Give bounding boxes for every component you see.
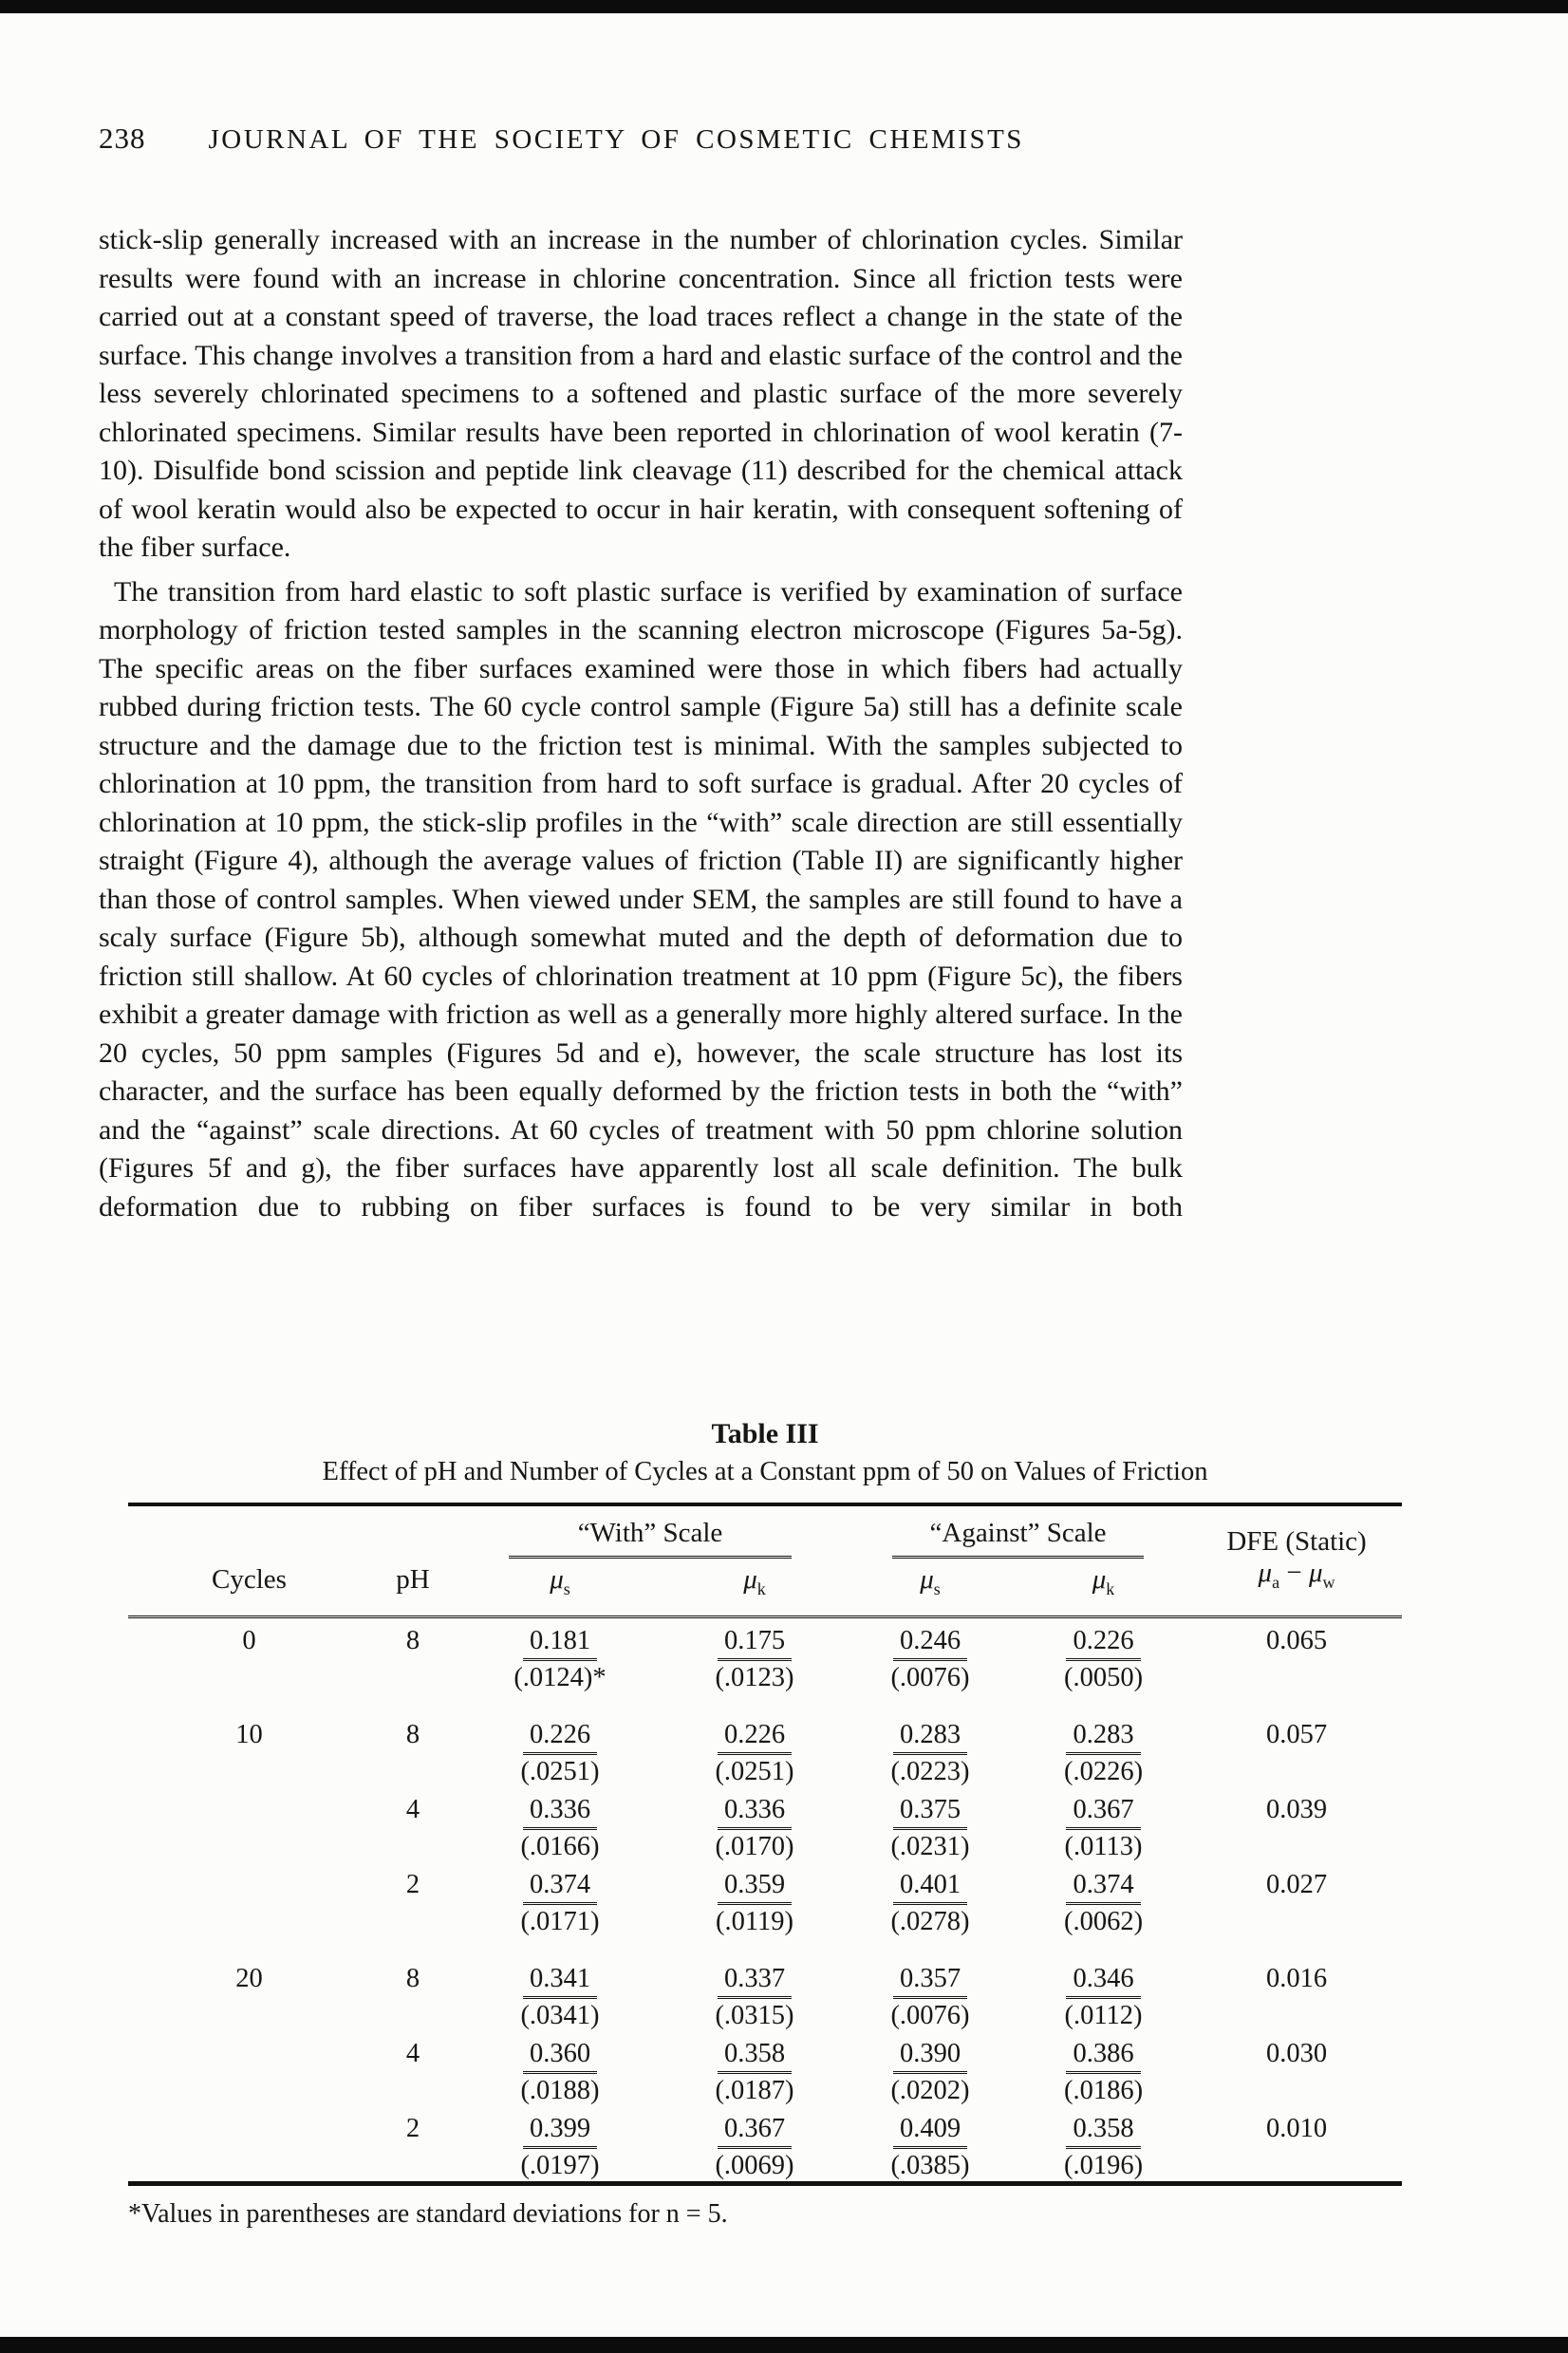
with-scale-label: “With” Scale xyxy=(577,1518,723,1548)
cell-mu-k-against: 0.367 (.0113) xyxy=(1064,1794,1143,1861)
cell-mu-k-with: 0.337 (.0315) xyxy=(715,1963,794,2030)
table-body xyxy=(128,1616,1402,2183)
cell-dfe: 0.065 xyxy=(1265,1625,1328,1655)
col-header-cycles: Cycles xyxy=(128,1559,370,1616)
table-row xyxy=(128,1616,1402,1693)
cell-mu-k-against: 0.226 (.0050) xyxy=(1063,1625,1144,1692)
cell-dfe: 0.016 xyxy=(1265,1963,1328,1993)
cell-mu-k-against: 0.358 (.0196) xyxy=(1063,2113,1144,2180)
cell-cycles xyxy=(128,2031,370,2106)
dfe-column-header xyxy=(1191,1504,1402,1616)
cell-mu-k-against: 0.283 (.0226) xyxy=(1063,1719,1144,1786)
cell-cycles: 0 xyxy=(242,1625,256,1655)
cell-ph: 4 xyxy=(405,2038,420,2068)
with-scale-group-header xyxy=(456,1504,845,1559)
cell-mu-k-with: 0.226 (.0251) xyxy=(715,1719,794,1786)
cell-mu-s-against: 0.375 (.0231) xyxy=(890,1794,970,1861)
table-row xyxy=(128,1693,1402,1787)
cell-dfe: 0.027 xyxy=(1265,1869,1328,1899)
cell-mu-s-with: 0.181 (.0124)* xyxy=(513,1625,607,1692)
cell-mu-k-with: 0.367 (.0069) xyxy=(715,2113,794,2180)
dfe-formula: $\mu_a - \mu_w$ xyxy=(1258,1557,1335,1592)
cell-mu-k-with: 0.336 (.0170) xyxy=(715,1794,794,1861)
cell-mu-s-against: 0.409 (.0385) xyxy=(890,2113,970,2180)
cell-mu-k-with: 0.175 (.0123) xyxy=(715,1625,794,1692)
cell-dfe: 0.030 xyxy=(1265,2038,1328,2068)
table-group-header-row xyxy=(128,1504,1402,1559)
col-header-ph: pH xyxy=(370,1559,456,1616)
cell-mu-k-with: 0.358 (.0187) xyxy=(715,2038,794,2105)
col-header-mu-k-against: $\mu_k$ xyxy=(1016,1559,1191,1616)
cell-ph: 8 xyxy=(405,1625,420,1655)
table-row xyxy=(128,2106,1402,2184)
cell-mu-k-with: 0.359 (.0119) xyxy=(715,1869,794,1936)
running-head xyxy=(99,121,1183,156)
page-number: 238 xyxy=(99,121,146,155)
cell-mu-s-against: 0.246 (.0076) xyxy=(890,1625,970,1692)
scan-artifact-top-bar xyxy=(0,0,1568,13)
paragraph-2: The transition from hard elastic to soft plastic surface is verified by examination of surface morphology of friction tested samples in the scanning electron microscope (Figures 5a-5g). The specific areas on the fiber surfaces examined were those in which fibers had actually rubbed during friction tests. The 60 cycle control sample (Figure 5a) still has a definite scale structure and the damage due to the friction test is minimal. With the samples subjected to chlorination at 10 ppm, the transition from hard to soft surface is gradual. After 20 cycles of chlorination at 10 ppm, the stick-slip profiles in the “with” scale direction are still essentially straight (Figure 4), although the average values of friction (Table II) are significantly higher than those of control samples. When viewed under SEM, the samples are still found to have a scaly surface (Figure 5b), although somewhat muted and the depth of deformation due to friction still shallow. At 60 cycles of chlorination treatment at 10 ppm (Figure 5c), the fibers exhibit a greater damage with friction as well as a generally more highly altered surface. In the 20 cycles, 50 ppm samples (Figures 5d and e), however, the scale structure has lost its character, and the surface has been equally deformed by the friction tests in both the “with” and the “against” scale directions. At 60 cycles of treatment with 50 ppm chlorine solution (Figures 5f and g), the fiber surfaces have apparently lost all scale definition. The bulk deformation due to rubbing on fiber surfaces is found to be very similar in both xyxy=(99,575,1183,1223)
cell-cycles: 20 xyxy=(235,1963,263,1993)
cell-ph: 2 xyxy=(405,1869,420,1899)
cell-dfe: 0.057 xyxy=(1265,1719,1328,1749)
cell-mu-s-with: 0.374 (.0171) xyxy=(520,1869,600,1936)
cell-ph: 8 xyxy=(405,1719,420,1749)
friction-table xyxy=(128,1503,1402,2186)
paragraph-1: stick-slip generally increased with an increase in the number of chlorination cycles. Similar results were found with an increase in chlorine concentration. Since all friction tests were carried out at a constant speed of traverse, the load traces reflect a change in the state of the surface. This change involves a transition from a hard and elastic surface of the control and the less severely chlorinated specimens to a softened and plastic surface of the more severely chlorinated specimens. Similar results have been reported in chlorination of wool keratin (7-10). Disulfide bond scission and peptide link cleavage (11) described for the chemical attack of wool keratin would also be expected to occur in hair keratin, with consequent softening of the fiber surface. xyxy=(99,224,1183,563)
cell-ph: 2 xyxy=(405,2113,420,2143)
dfe-label: DFE (Static) xyxy=(1226,1525,1367,1557)
cell-mu-k-against: 0.374 (.0062) xyxy=(1063,1869,1144,1936)
cell-mu-s-with: 0.341 (.0341) xyxy=(520,1963,600,2030)
cell-mu-s-against: 0.357 (.0076) xyxy=(890,1963,970,2030)
table-row xyxy=(128,1862,1402,1937)
cell-mu-k-against: 0.386 (.0186) xyxy=(1063,2038,1144,2105)
table-row xyxy=(128,1787,1402,1862)
scan-artifact-bottom-bar xyxy=(0,2337,1568,2353)
col-header-mu-s-against: $\mu_s$ xyxy=(845,1559,1016,1616)
cell-mu-s-with: 0.399 (.0197) xyxy=(520,2113,600,2180)
cell-mu-s-against: 0.401 (.0278) xyxy=(890,1869,970,1936)
cell-dfe: 0.010 xyxy=(1265,2113,1328,2143)
table-row xyxy=(128,1937,1402,2031)
cell-mu-k-against: 0.346 (.0112) xyxy=(1064,1963,1143,2030)
spacer-cell xyxy=(370,1504,456,1559)
table-title: Table III xyxy=(711,1418,819,1449)
cell-mu-s-with: 0.360 (.0188) xyxy=(520,2038,600,2105)
cell-mu-s-against: 0.390 (.0202) xyxy=(890,2038,970,2105)
col-header-mu-k-with: $\mu_k$ xyxy=(664,1559,845,1616)
cell-cycles: 10 xyxy=(235,1719,263,1749)
body-text xyxy=(99,221,1183,1226)
table-subtitle: Effect of pH and Number of Cycles at a Constant ppm of 50 on Values of Friction xyxy=(322,1457,1208,1486)
cell-ph: 4 xyxy=(405,1794,420,1824)
cell-mu-s-with: 0.226 (.0251) xyxy=(520,1719,600,1786)
table-footnote: *Values in parentheses are standard deviations for n = 5. xyxy=(128,2198,728,2229)
table-3-block xyxy=(128,1418,1402,2230)
spacer-cell xyxy=(128,1504,370,1559)
cell-cycles xyxy=(128,2106,370,2184)
against-scale-label: “Against” Scale xyxy=(929,1518,1107,1548)
against-scale-group-header xyxy=(845,1504,1191,1559)
cell-cycles xyxy=(128,1862,370,1937)
cell-cycles xyxy=(128,1787,370,1862)
cell-ph: 8 xyxy=(405,1963,420,1993)
cell-dfe: 0.039 xyxy=(1265,1794,1328,1824)
cell-mu-s-against: 0.283 (.0223) xyxy=(890,1719,970,1786)
col-header-mu-s-with: $\mu_s$ xyxy=(456,1559,664,1616)
journal-title: JOURNAL OF THE SOCIETY OF COSMETIC CHEMISTS xyxy=(208,124,1024,155)
table-row xyxy=(128,2031,1402,2106)
cell-mu-s-with: 0.336 (.0166) xyxy=(520,1794,600,1861)
